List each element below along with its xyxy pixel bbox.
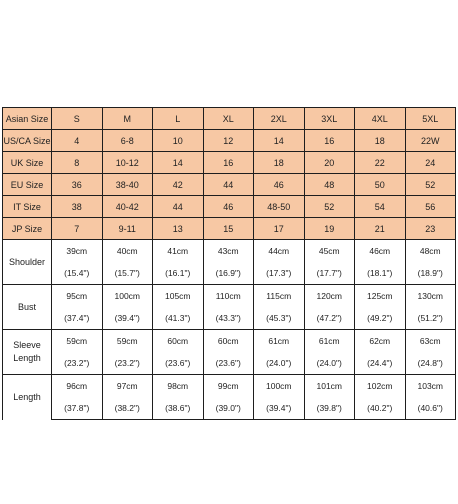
measurement-cm-cell: 40cm	[102, 240, 153, 263]
size-cell: 50	[355, 174, 406, 196]
measurement-inch-cell: (39.0")	[203, 397, 254, 420]
measurement-cm-cell: 97cm	[102, 375, 153, 398]
measurement-cm-cell: 110cm	[203, 285, 254, 308]
measurement-cm-cell: 43cm	[203, 240, 254, 263]
size-cell: 18	[254, 152, 305, 174]
size-cell: 48	[304, 174, 355, 196]
size-cell: 12	[203, 130, 254, 152]
size-row	[3, 108, 456, 130]
size-cell: 38-40	[102, 174, 153, 196]
size-row	[3, 196, 456, 218]
measurement-cm-cell: 46cm	[355, 240, 406, 263]
size-cell: 52	[304, 196, 355, 218]
size-system-label: IT Size	[3, 196, 52, 218]
measurement-inch-cell: (39.8")	[304, 397, 355, 420]
measurement-cm-cell: 130cm	[405, 285, 456, 308]
size-system-label: US/CA Size	[3, 130, 52, 152]
size-cell: 17	[254, 218, 305, 240]
size-row	[3, 174, 456, 196]
size-cell: 44	[153, 196, 204, 218]
size-cell: L	[153, 108, 204, 130]
measurement-inch-cell: (24.4")	[355, 352, 406, 375]
measurement-inch-cell: (24.8")	[405, 352, 456, 375]
measurement-inch-cell: (37.4")	[52, 307, 103, 330]
size-cell: 14	[254, 130, 305, 152]
size-cell: 22W	[405, 130, 456, 152]
measurement-inch-cell: (40.2")	[355, 397, 406, 420]
size-chart-body	[3, 108, 456, 420]
measurement-inch-cell: (43.3")	[203, 307, 254, 330]
measurement-inch-cell: (41.3")	[153, 307, 204, 330]
size-system-label: JP Size	[3, 218, 52, 240]
measurement-cm-cell: 62cm	[355, 330, 406, 353]
size-cell: 22	[355, 152, 406, 174]
size-cell: 6-8	[102, 130, 153, 152]
measurement-cm-cell: 101cm	[304, 375, 355, 398]
size-cell: 2XL	[254, 108, 305, 130]
measurement-cm-cell: 60cm	[203, 330, 254, 353]
measurement-cm-cell: 48cm	[405, 240, 456, 263]
size-chart-table	[2, 107, 456, 420]
size-system-label: Asian Size	[3, 108, 52, 130]
measurement-cm-cell: 39cm	[52, 240, 103, 263]
measurement-row-inch	[3, 397, 456, 420]
measurement-row-cm	[3, 285, 456, 308]
measurement-cm-cell: 120cm	[304, 285, 355, 308]
size-cell: S	[52, 108, 103, 130]
measurement-inch-cell: (17.7")	[304, 262, 355, 285]
measurement-cm-cell: 100cm	[254, 375, 305, 398]
size-cell: 13	[153, 218, 204, 240]
size-system-label: UK Size	[3, 152, 52, 174]
measurement-cm-cell: 100cm	[102, 285, 153, 308]
measurement-inch-cell: (23.6")	[203, 352, 254, 375]
measurement-inch-cell: (17.3")	[254, 262, 305, 285]
size-cell: 42	[153, 174, 204, 196]
size-cell: 19	[304, 218, 355, 240]
size-chart	[2, 107, 455, 420]
measurement-cm-cell: 59cm	[102, 330, 153, 353]
size-row	[3, 152, 456, 174]
size-cell: 44	[203, 174, 254, 196]
size-cell: 7	[52, 218, 103, 240]
size-row	[3, 218, 456, 240]
size-cell: XL	[203, 108, 254, 130]
measurement-cm-cell: 125cm	[355, 285, 406, 308]
size-cell: 46	[254, 174, 305, 196]
size-cell: 16	[203, 152, 254, 174]
measurement-inch-cell: (45.3")	[254, 307, 305, 330]
measurement-inch-cell: (39.4")	[102, 307, 153, 330]
size-cell: 52	[405, 174, 456, 196]
measurement-inch-cell: (40.6")	[405, 397, 456, 420]
measurement-inch-cell: (16.9")	[203, 262, 254, 285]
size-cell: 54	[355, 196, 406, 218]
size-cell: 15	[203, 218, 254, 240]
measurement-inch-cell: (16.1")	[153, 262, 204, 285]
measurement-cm-cell: 98cm	[153, 375, 204, 398]
size-cell: 3XL	[304, 108, 355, 130]
measurement-inch-cell: (38.6")	[153, 397, 204, 420]
measurement-label: Shoulder	[3, 240, 52, 285]
size-cell: 10	[153, 130, 204, 152]
size-cell: 10-12	[102, 152, 153, 174]
measurement-cm-cell: 61cm	[304, 330, 355, 353]
size-cell: 16	[304, 130, 355, 152]
measurement-inch-cell: (51.2")	[405, 307, 456, 330]
measurement-inch-cell: (37.8")	[52, 397, 103, 420]
size-cell: 48-50	[254, 196, 305, 218]
measurement-row-cm	[3, 240, 456, 263]
size-cell: 36	[52, 174, 103, 196]
size-cell: 18	[355, 130, 406, 152]
measurement-row-inch	[3, 307, 456, 330]
measurement-cm-cell: 60cm	[153, 330, 204, 353]
measurement-row-cm	[3, 330, 456, 353]
measurement-cm-cell: 115cm	[254, 285, 305, 308]
measurement-cm-cell: 61cm	[254, 330, 305, 353]
size-cell: 4	[52, 130, 103, 152]
size-cell: 46	[203, 196, 254, 218]
measurement-row-inch	[3, 262, 456, 285]
measurement-inch-cell: (18.1")	[355, 262, 406, 285]
size-system-label: EU Size	[3, 174, 52, 196]
measurement-cm-cell: 102cm	[355, 375, 406, 398]
measurement-cm-cell: 63cm	[405, 330, 456, 353]
size-cell: 8	[52, 152, 103, 174]
measurement-label: Sleeve Length	[3, 330, 52, 375]
measurement-row-inch	[3, 352, 456, 375]
measurement-inch-cell: (23.2")	[52, 352, 103, 375]
measurement-cm-cell: 99cm	[203, 375, 254, 398]
measurement-inch-cell: (38.2")	[102, 397, 153, 420]
measurement-cm-cell: 44cm	[254, 240, 305, 263]
measurement-cm-cell: 96cm	[52, 375, 103, 398]
measurement-cm-cell: 45cm	[304, 240, 355, 263]
measurement-inch-cell: (39.4")	[254, 397, 305, 420]
size-cell: 40-42	[102, 196, 153, 218]
size-cell: 14	[153, 152, 204, 174]
measurement-cm-cell: 95cm	[52, 285, 103, 308]
measurement-cm-cell: 103cm	[405, 375, 456, 398]
size-cell: M	[102, 108, 153, 130]
measurement-label: Bust	[3, 285, 52, 330]
size-cell: 9-11	[102, 218, 153, 240]
measurement-inch-cell: (15.4")	[52, 262, 103, 285]
measurement-row-cm	[3, 375, 456, 398]
measurement-inch-cell: (23.6")	[153, 352, 204, 375]
measurement-cm-cell: 41cm	[153, 240, 204, 263]
size-cell: 5XL	[405, 108, 456, 130]
size-cell: 56	[405, 196, 456, 218]
measurement-inch-cell: (23.2")	[102, 352, 153, 375]
measurement-inch-cell: (47.2")	[304, 307, 355, 330]
size-cell: 20	[304, 152, 355, 174]
measurement-inch-cell: (24.0")	[254, 352, 305, 375]
measurement-cm-cell: 105cm	[153, 285, 204, 308]
measurement-inch-cell: (18.9")	[405, 262, 456, 285]
measurement-inch-cell: (49.2")	[355, 307, 406, 330]
size-row	[3, 130, 456, 152]
measurement-cm-cell: 59cm	[52, 330, 103, 353]
size-cell: 38	[52, 196, 103, 218]
measurement-inch-cell: (15.7")	[102, 262, 153, 285]
measurement-label: Length	[3, 375, 52, 420]
size-cell: 23	[405, 218, 456, 240]
size-cell: 24	[405, 152, 456, 174]
size-cell: 21	[355, 218, 406, 240]
measurement-inch-cell: (24.0")	[304, 352, 355, 375]
size-cell: 4XL	[355, 108, 406, 130]
